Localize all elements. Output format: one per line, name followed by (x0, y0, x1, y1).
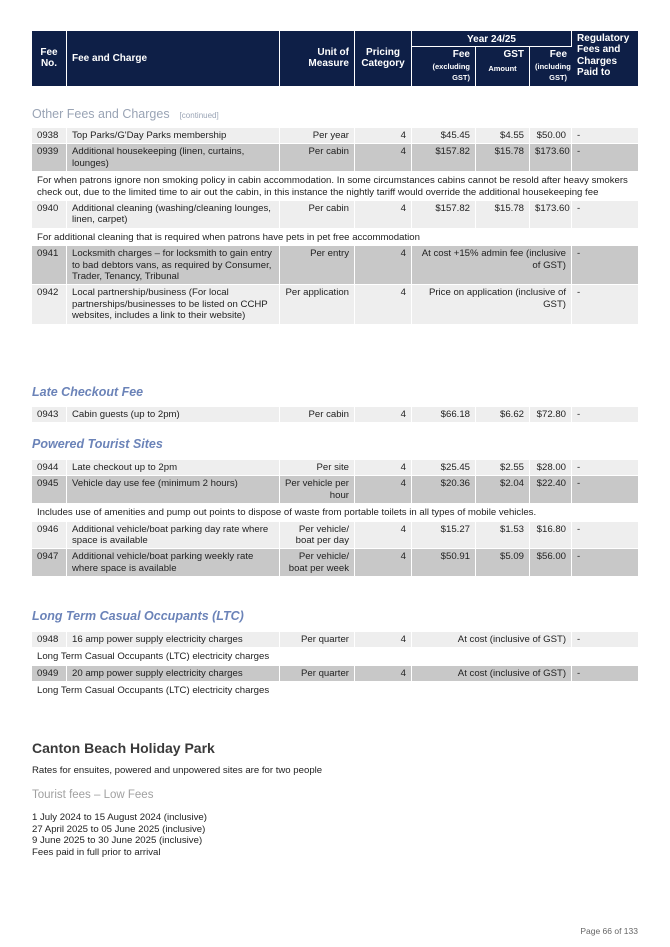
table-row: 0946 Additional vehicle/boat parking day rate where space is available Per vehicle/ boat per day 4 $15.27 $1.53 $16.80 - (32, 522, 638, 550)
table-note: Long Term Casual Occupants (LTC) electricity charges (32, 648, 638, 665)
date-line: 9 June 2025 to 30 June 2025 (inclusive) (32, 835, 203, 847)
table-row: 0948 16 amp power supply electricity charges Per quarter 4 At cost (inclusive of GST) - (32, 632, 638, 648)
col-regulatory: Regulatory Fees and Charges Paid to (572, 31, 638, 86)
table-row: 0943 Cabin guests (up to 2pm) Per cabin 4 $66.18 $6.62 $72.80 - (32, 407, 638, 423)
rates-note: Rates for ensuites, powered and unpowered sites are for two people (32, 765, 323, 776)
section-heading-ltc: Long Term Casual Occupants (LTC) (32, 609, 244, 623)
park-title: Canton Beach Holiday Park (32, 740, 215, 756)
table-row: 0949 20 amp power supply electricity charges Per quarter 4 At cost (inclusive of GST) - (32, 666, 638, 682)
col-fee-inc: Fee (including GST) (530, 47, 572, 85)
fee-table-powered (32, 460, 638, 577)
col-fee-and-charge: Fee and Charge (67, 31, 280, 86)
table-row: 0944 Late checkout up to 2pm Per site 4 $25.45 $2.55 $28.00 - (32, 460, 638, 476)
date-line: 1 July 2024 to 15 August 2024 (inclusive) (32, 812, 207, 823)
table-row: 0945 Vehicle day use fee (minimum 2 hours) Per vehicle per hour 4 $20.36 $2.04 $22.40 - (32, 476, 638, 504)
col-fee-no: Fee No. (32, 31, 67, 86)
fee-table-ltc (32, 632, 638, 700)
col-gst: GST Amount (476, 47, 530, 85)
fee-table-late (32, 407, 638, 423)
table-row: 0938 Top Parks/G'Day Parks membership Per year 4 $45.45 $4.55 $50.00 - (32, 128, 638, 144)
tourist-fees-heading: Tourist fees – Low Fees (32, 789, 154, 801)
table-note: Long Term Casual Occupants (LTC) electricity charges (32, 682, 638, 699)
season-dates (32, 812, 207, 858)
table-row: 0947 Additional vehicle/boat parking weekly rate where space is available Per vehicle/ boat per week 4 $50.91 $5.09 $56.00 - (32, 549, 638, 577)
date-line: 27 April 2025 to 05 June 2025 (inclusive) (32, 823, 206, 835)
table-row: 0942 Local partnership/business (For local partnerships/businesses to be listed on CCHP websites, includes a link to their website) Per application 4 Price on application (inclusive of GST) - (32, 285, 638, 324)
section-heading-powered: Powered Tourist Sites (32, 437, 163, 451)
col-unit: Unit of Measure (280, 31, 355, 86)
table-note: For when patrons ignore non smoking policy in cabin accommodation. In some circumstances cabins cannot be resold after heavy smokers check out, due to the limited time to air out the cabin, in this instance the nightly tariff would override the additional housekeeping fee (32, 172, 638, 201)
fee-table-header (32, 31, 638, 86)
table-note: For additional cleaning that is required when patrons have pets in pet free accommodation (32, 229, 638, 246)
section-heading-late-checkout: Late Checkout Fee (32, 385, 144, 399)
table-row: 0939 Additional housekeeping (linen, curtains, lounges) Per cabin 4 $157.82 $15.78 $173.60 - (32, 144, 638, 172)
col-fee-ex: Fee (excluding GST) (412, 47, 476, 85)
table-row: 0940 Additional cleaning (washing/cleaning lounges, linen, carpet) Per cabin 4 $157.82 $15.78 $173.60 - (32, 201, 638, 229)
col-pricing: Pricing Category (355, 31, 412, 86)
fee-table-other (32, 128, 638, 325)
page-number: Page 66 of 133 (580, 926, 638, 936)
table-row: 0941 Locksmith charges – for locksmith to gain entry to bad debtors vans, as required by Consumer, Trader, Tenancy, Tribunal Per entry 4 At cost +15% admin fee (inclusive of GST) - (32, 246, 638, 285)
date-line: Fees paid in full prior to arrival (32, 846, 161, 858)
col-year: Year 24/25 (412, 31, 572, 47)
table-note: Includes use of amenities and pump out points to dispose of waste from portable toilets in all types of mobile vehicles. (32, 504, 638, 521)
section-heading-other: Other Fees and Charges [continued] (32, 107, 219, 121)
